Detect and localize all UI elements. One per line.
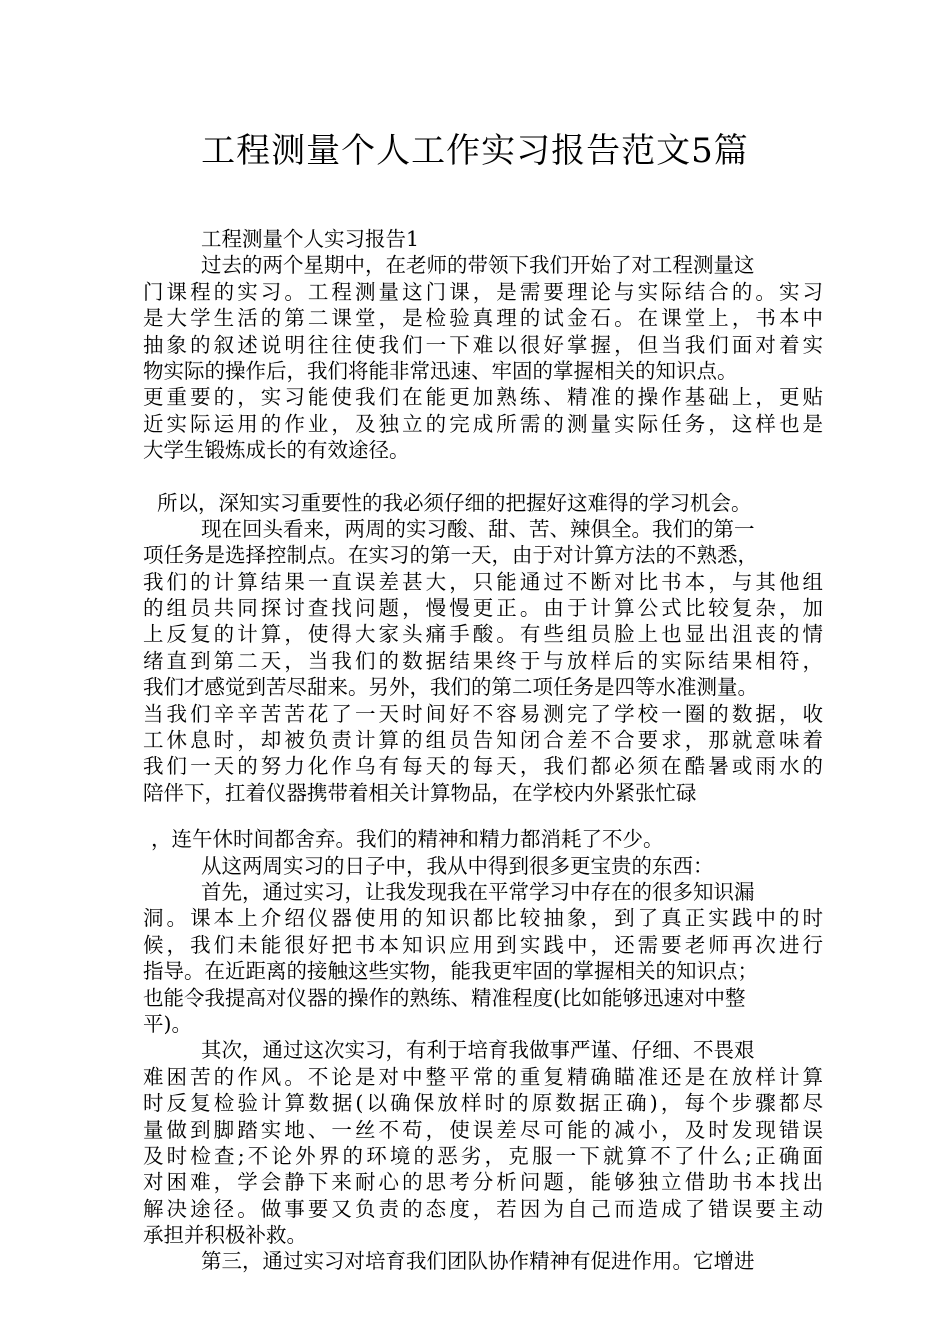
paragraph-line: 我们才感觉到苦尽甜来。另外，我们的第二项任务是四等水准测量。 xyxy=(143,675,758,700)
paragraph-line: 过去的两个星期中，在老师的带领下我们开始了对工程测量这 xyxy=(201,253,755,278)
paragraph-line: 也能令我提高对仪器的操作的熟练、精准程度(比如能够迅速对中整 xyxy=(143,985,746,1010)
paragraph-line: 是大学生活的第二课堂，是检验真理的试金石。在课堂上，书本中 xyxy=(143,306,823,331)
section-heading: 工程测量个人实习报告1 xyxy=(201,227,420,251)
paragraph-line: 洞。课本上介绍仪器使用的知识都比较抽象，到了真正实践中的时 xyxy=(143,906,823,931)
paragraph-line: 项任务是选择控制点。在实习的第一天，由于对计算方法的不熟悉， xyxy=(143,543,758,568)
paragraph-line: 工休息时，却被负责计算的组员告知闭合差不合要求，那就意味着 xyxy=(143,728,823,753)
paragraph-line: 门课程的实习。工程测量这门课，是需要理论与实际结合的。实习 xyxy=(143,279,823,304)
document-title: 工程测量个人工作实习报告范文5篇 xyxy=(201,131,749,171)
paragraph-line: 抽象的叙述说明往往使我们一下难以很好掌握，但当我们面对着实 xyxy=(143,332,823,357)
paragraph-gap xyxy=(143,806,823,826)
paragraph-line: 的组员共同探讨查找问题，慢慢更正。由于计算公式比较复杂，加 xyxy=(143,596,823,621)
paragraph-line: 我们一天的努力化作乌有每天的每天，我们都必须在酷暑或雨水的 xyxy=(143,754,823,779)
paragraph-line: 当我们辛辛苦苦花了一天时间好不容易测完了学校一圈的数据，收 xyxy=(143,701,823,726)
paragraph-line: ，连午休时间都舍弃。我们的精神和精力都消耗了不少。 xyxy=(151,827,664,852)
paragraph-line: 绪直到第二天，当我们的数据结果终于与放样后的实际结果相符， xyxy=(143,648,823,673)
paragraph-line: 量做到脚踏实地、一丝不苟，使误差尽可能的减小，及时发现错误 xyxy=(143,1117,823,1142)
paragraph-line: 候，我们未能很好把书本知识应用到实践中，还需要老师再次进行 xyxy=(143,932,823,957)
paragraph-line: 时反复检验计算数据(以确保放样时的原数据正确)，每个步骤都尽 xyxy=(143,1091,823,1116)
paragraph-line: 第三，通过实习对培育我们团队协作精神有促进作用。它增进 xyxy=(201,1249,755,1274)
paragraph-line: 难困苦的作风。不论是对中整平常的重复精确瞄准还是在放样计算 xyxy=(143,1064,823,1089)
paragraph-line: 其次，通过这次实习，有利于培育我做事严谨、仔细、不畏艰 xyxy=(201,1038,755,1063)
paragraph-gap xyxy=(143,464,823,490)
paragraph-line: 承担并积极补救。 xyxy=(143,1223,307,1248)
paragraph-line: 上反复的计算，使得大家头痛手酸。有些组员脸上也显出沮丧的情 xyxy=(143,622,823,647)
paragraph-line: 我们的计算结果一直误差甚大，只能通过不断对比书本，与其他组 xyxy=(143,569,823,594)
paragraph-line: 解决途径。做事要又负责的态度，若因为自己而造成了错误要主动 xyxy=(143,1196,823,1221)
paragraph-line: 平)。 xyxy=(143,1011,192,1036)
document-body xyxy=(143,226,823,1275)
paragraph-line: 指导。在近距离的接触这些实物，能我更牢固的掌握相关的知识点； xyxy=(143,959,758,984)
paragraph-line: 所以，深知实习重要性的我必须仔细的把握好这难得的学习机会。 xyxy=(157,490,752,515)
paragraph-line: 首先，通过实习，让我发现我在平常学习中存在的很多知识漏 xyxy=(201,879,755,904)
paragraph-line: 及时检查;不论外界的环境的恶劣，克服一下就算不了什么;正确面 xyxy=(143,1143,823,1168)
paragraph-line: 现在回头看来，两周的实习酸、甜、苦、辣俱全。我们的第一 xyxy=(201,516,755,541)
paragraph-line: 大学生锻炼成长的有效途径。 xyxy=(143,438,410,463)
paragraph-line: 物实际的操作后，我们将能非常迅速、牢固的掌握相关的知识点。 xyxy=(143,358,738,383)
paragraph-line: 对困难，学会静下来耐心的思考分析问题，能够独立借助书本找出 xyxy=(143,1170,823,1195)
paragraph-line: 更重要的，实习能使我们在能更加熟练、精准的操作基础上，更贴 xyxy=(143,385,823,410)
paragraph-line: 陪伴下，扛着仪器携带着相关计算物品，在学校内外紧张忙碌 xyxy=(143,780,697,805)
paragraph-line: 近实际运用的作业，及独立的完成所需的测量实际任务，这样也是 xyxy=(143,411,823,436)
paragraph-line: 从这两周实习的日子中，我从中得到很多更宝贵的东西： xyxy=(201,853,714,878)
